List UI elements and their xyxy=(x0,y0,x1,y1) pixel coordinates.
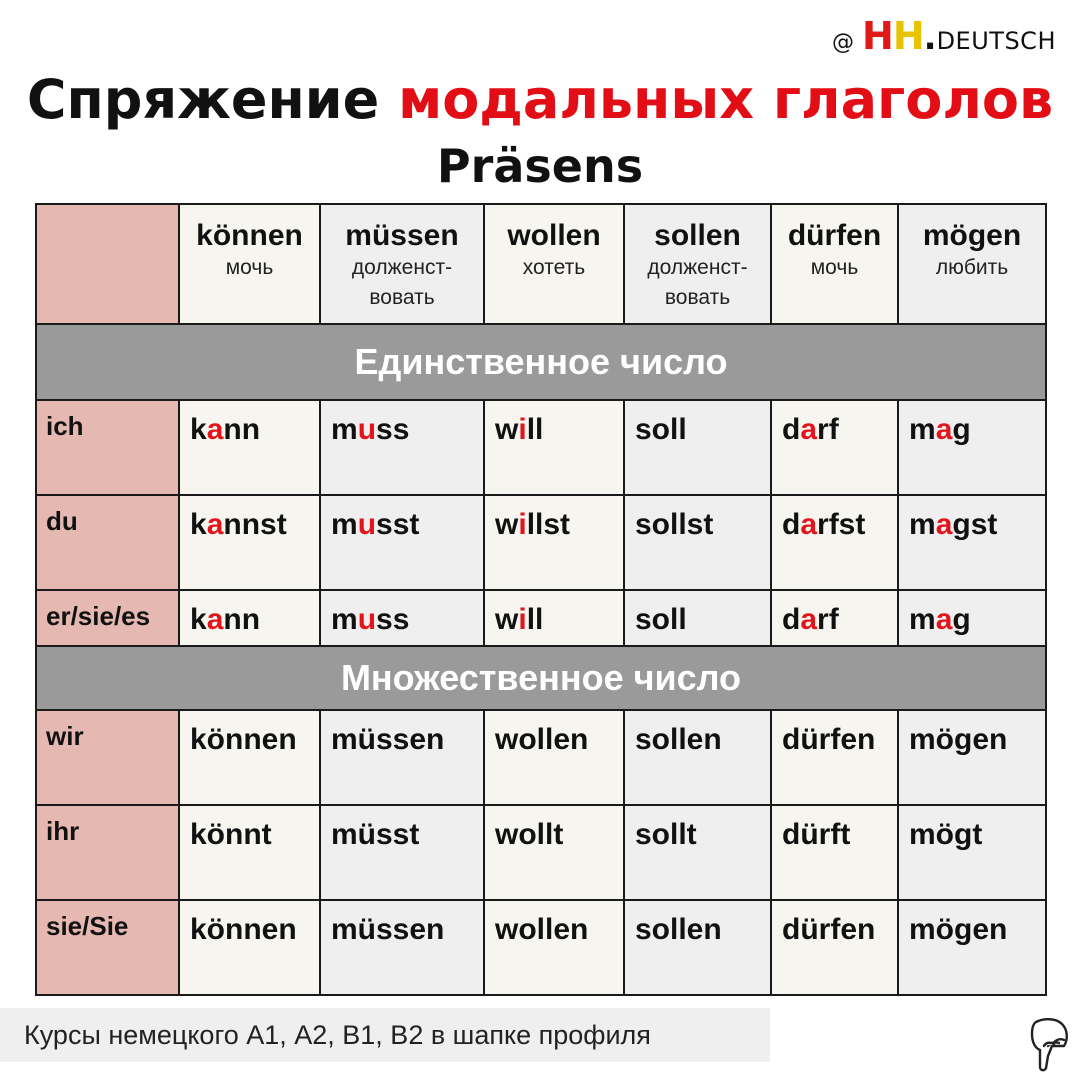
form-prefix: k xyxy=(190,413,207,446)
verb-form-cell xyxy=(624,590,771,646)
form-vowel-change: a xyxy=(206,603,224,636)
verb-form-cell xyxy=(320,805,484,900)
form-suffix: g xyxy=(952,413,971,446)
verb-infinitive: müssen xyxy=(345,219,459,252)
form-prefix: d xyxy=(782,603,801,636)
form-prefix: d xyxy=(782,413,801,446)
verb-form-cell xyxy=(771,400,898,495)
form-suffix: nn xyxy=(223,603,261,636)
verb-form-cell xyxy=(320,900,484,995)
verb-form-cell xyxy=(179,710,320,805)
form-prefix: wollen xyxy=(495,913,589,946)
verb-translation: долженст- xyxy=(351,256,453,279)
verb-form-cell xyxy=(771,590,898,646)
form-prefix: sollen xyxy=(635,723,722,756)
form-prefix: m xyxy=(331,508,358,541)
footer-text: Курсы немецкого А1, А2, В1, В2 в шапке профиля xyxy=(24,1020,651,1050)
verb-form-cell xyxy=(898,590,1046,646)
verb-translation: мочь xyxy=(225,256,274,279)
verb-header-cell xyxy=(624,204,771,324)
form-prefix: mögen xyxy=(909,913,1008,946)
brand-suffix: DEUTSCH xyxy=(936,27,1056,55)
form-prefix: sollt xyxy=(635,818,697,851)
form-vowel-change: a xyxy=(800,603,818,636)
verb-form-cell xyxy=(624,805,771,900)
verb-form-cell xyxy=(624,710,771,805)
verb-form-cell xyxy=(624,400,771,495)
form-prefix: dürft xyxy=(782,818,851,851)
verb-form-cell xyxy=(179,805,320,900)
singular-section-header-label: Единственное число xyxy=(36,324,1046,400)
form-suffix: gst xyxy=(952,508,998,541)
form-prefix: müssen xyxy=(331,723,445,756)
form-vowel-change: u xyxy=(357,413,377,446)
verb-form-cell xyxy=(771,900,898,995)
verb-form-cell xyxy=(320,495,484,590)
form-suffix: ll xyxy=(526,413,544,446)
form-prefix: w xyxy=(495,603,519,636)
form-suffix: rf xyxy=(817,413,839,446)
conjugation-row xyxy=(36,805,1046,900)
verb-form-cell xyxy=(484,900,624,995)
verb-form-cell xyxy=(898,710,1046,805)
form-vowel-change: a xyxy=(800,508,818,541)
form-prefix: m xyxy=(909,508,936,541)
form-prefix: k xyxy=(190,603,207,636)
form-vowel-change: i xyxy=(518,508,527,541)
verb-header-cell xyxy=(320,204,484,324)
plural-section-header-label: Множественное число xyxy=(36,646,1046,710)
verb-form-cell xyxy=(484,805,624,900)
verb-form-cell xyxy=(898,805,1046,900)
conjugation-row xyxy=(36,400,1046,495)
pronoun-cell: du xyxy=(36,495,179,590)
form-vowel-change: a xyxy=(206,508,224,541)
verb-header-cell xyxy=(179,204,320,324)
verb-infinitive: sollen xyxy=(654,219,741,252)
form-prefix: mögt xyxy=(909,818,983,851)
form-vowel-change: i xyxy=(518,603,527,636)
verb-form-cell xyxy=(898,900,1046,995)
form-prefix: soll xyxy=(635,413,687,446)
brand-at: @ xyxy=(832,30,855,55)
conjugation-row xyxy=(36,495,1046,590)
form-vowel-change: u xyxy=(357,508,377,541)
plural-section-header xyxy=(36,646,1046,710)
form-prefix: könnt xyxy=(190,818,272,851)
verb-translation: хотеть xyxy=(522,256,586,279)
form-suffix: sst xyxy=(376,508,420,541)
pronoun-cell: er/sie/es xyxy=(36,590,179,646)
form-suffix: nn xyxy=(223,413,261,446)
form-suffix: ll xyxy=(526,603,544,636)
verb-form-cell xyxy=(771,805,898,900)
form-prefix: müsst xyxy=(331,818,420,851)
brand-letter-1: H xyxy=(862,14,893,58)
verb-translation: мочь xyxy=(810,256,859,279)
form-vowel-change: i xyxy=(518,413,527,446)
conjugation-row xyxy=(36,900,1046,995)
form-prefix: wollen xyxy=(495,723,589,756)
verb-form-cell xyxy=(484,495,624,590)
verb-form-cell xyxy=(624,900,771,995)
form-prefix: dürfen xyxy=(782,913,876,946)
form-suffix: ss xyxy=(376,603,410,636)
verb-translation-cont: вовать xyxy=(369,286,435,309)
title-black-part: Спряжение xyxy=(26,68,380,131)
form-vowel-change: a xyxy=(800,413,818,446)
conjugation-table xyxy=(35,203,1047,996)
form-prefix: sollst xyxy=(635,508,714,541)
conjugation-row xyxy=(36,590,1046,646)
form-prefix: m xyxy=(909,413,936,446)
verb-form-cell xyxy=(320,590,484,646)
form-vowel-change: u xyxy=(357,603,377,636)
verb-form-cell xyxy=(484,400,624,495)
form-suffix: rfst xyxy=(817,508,866,541)
form-prefix: m xyxy=(331,413,358,446)
verb-infinitive: dürfen xyxy=(787,219,882,252)
verb-translation-cont: вовать xyxy=(664,286,731,309)
form-vowel-change: a xyxy=(935,508,953,541)
verb-infinitive: wollen xyxy=(507,219,601,252)
form-prefix: w xyxy=(495,508,519,541)
pronoun-cell: ihr xyxy=(36,805,179,900)
verb-form-cell xyxy=(898,495,1046,590)
verb-form-cell xyxy=(179,590,320,646)
form-suffix: g xyxy=(952,603,971,636)
brand-logo xyxy=(832,14,1056,58)
verb-infinitive: mögen xyxy=(922,219,1022,252)
form-prefix: m xyxy=(909,603,936,636)
form-prefix: dürfen xyxy=(782,723,876,756)
conjugation-table-body xyxy=(36,204,1046,995)
form-prefix: mögen xyxy=(909,723,1008,756)
page-title xyxy=(0,66,1080,134)
form-prefix: soll xyxy=(635,603,687,636)
form-suffix: rf xyxy=(817,603,839,636)
page-subtitle: Präsens xyxy=(436,139,644,193)
verb-header-cell xyxy=(484,204,624,324)
verb-header-row xyxy=(36,204,1046,324)
form-prefix: m xyxy=(331,603,358,636)
verb-form-cell xyxy=(320,710,484,805)
verb-header-cell xyxy=(898,204,1046,324)
verb-header-cell xyxy=(771,204,898,324)
form-vowel-change: a xyxy=(935,413,953,446)
brand-dot: . xyxy=(923,18,937,58)
form-prefix: sollen xyxy=(635,913,722,946)
brand-letter-2: H xyxy=(892,14,924,58)
form-vowel-change: a xyxy=(206,413,224,446)
verb-form-cell xyxy=(179,495,320,590)
conjugation-row xyxy=(36,710,1046,805)
form-prefix: können xyxy=(190,913,297,946)
verb-form-cell xyxy=(484,590,624,646)
form-suffix: llst xyxy=(526,508,571,541)
form-prefix: können xyxy=(190,723,297,756)
verb-form-cell xyxy=(179,400,320,495)
form-prefix: wollt xyxy=(495,818,564,851)
pronoun-cell: ich xyxy=(36,400,179,495)
verb-form-cell xyxy=(484,710,624,805)
form-prefix: d xyxy=(782,508,801,541)
singular-section-header xyxy=(36,324,1046,400)
verb-form-cell xyxy=(771,495,898,590)
form-prefix: w xyxy=(495,413,519,446)
verb-translation: любить xyxy=(935,256,1009,279)
form-suffix: ss xyxy=(376,413,410,446)
pronoun-cell: wir xyxy=(36,710,179,805)
form-prefix: müssen xyxy=(331,913,445,946)
form-vowel-change: a xyxy=(935,603,953,636)
form-prefix: k xyxy=(190,508,207,541)
form-suffix: nnst xyxy=(223,508,287,541)
pronoun-cell: sie/Sie xyxy=(36,900,179,995)
verb-infinitive: können xyxy=(196,219,303,252)
pointing-hand-down-icon xyxy=(1026,1016,1074,1072)
verb-form-cell xyxy=(320,400,484,495)
footer-banner xyxy=(0,1008,770,1062)
verb-form-cell xyxy=(898,400,1046,495)
verb-translation: долженст- xyxy=(647,256,748,279)
verb-form-cell xyxy=(179,900,320,995)
corner-cell xyxy=(36,204,179,324)
verb-form-cell xyxy=(624,495,771,590)
title-red-part: модальных глаголов xyxy=(398,68,1054,131)
verb-form-cell xyxy=(771,710,898,805)
